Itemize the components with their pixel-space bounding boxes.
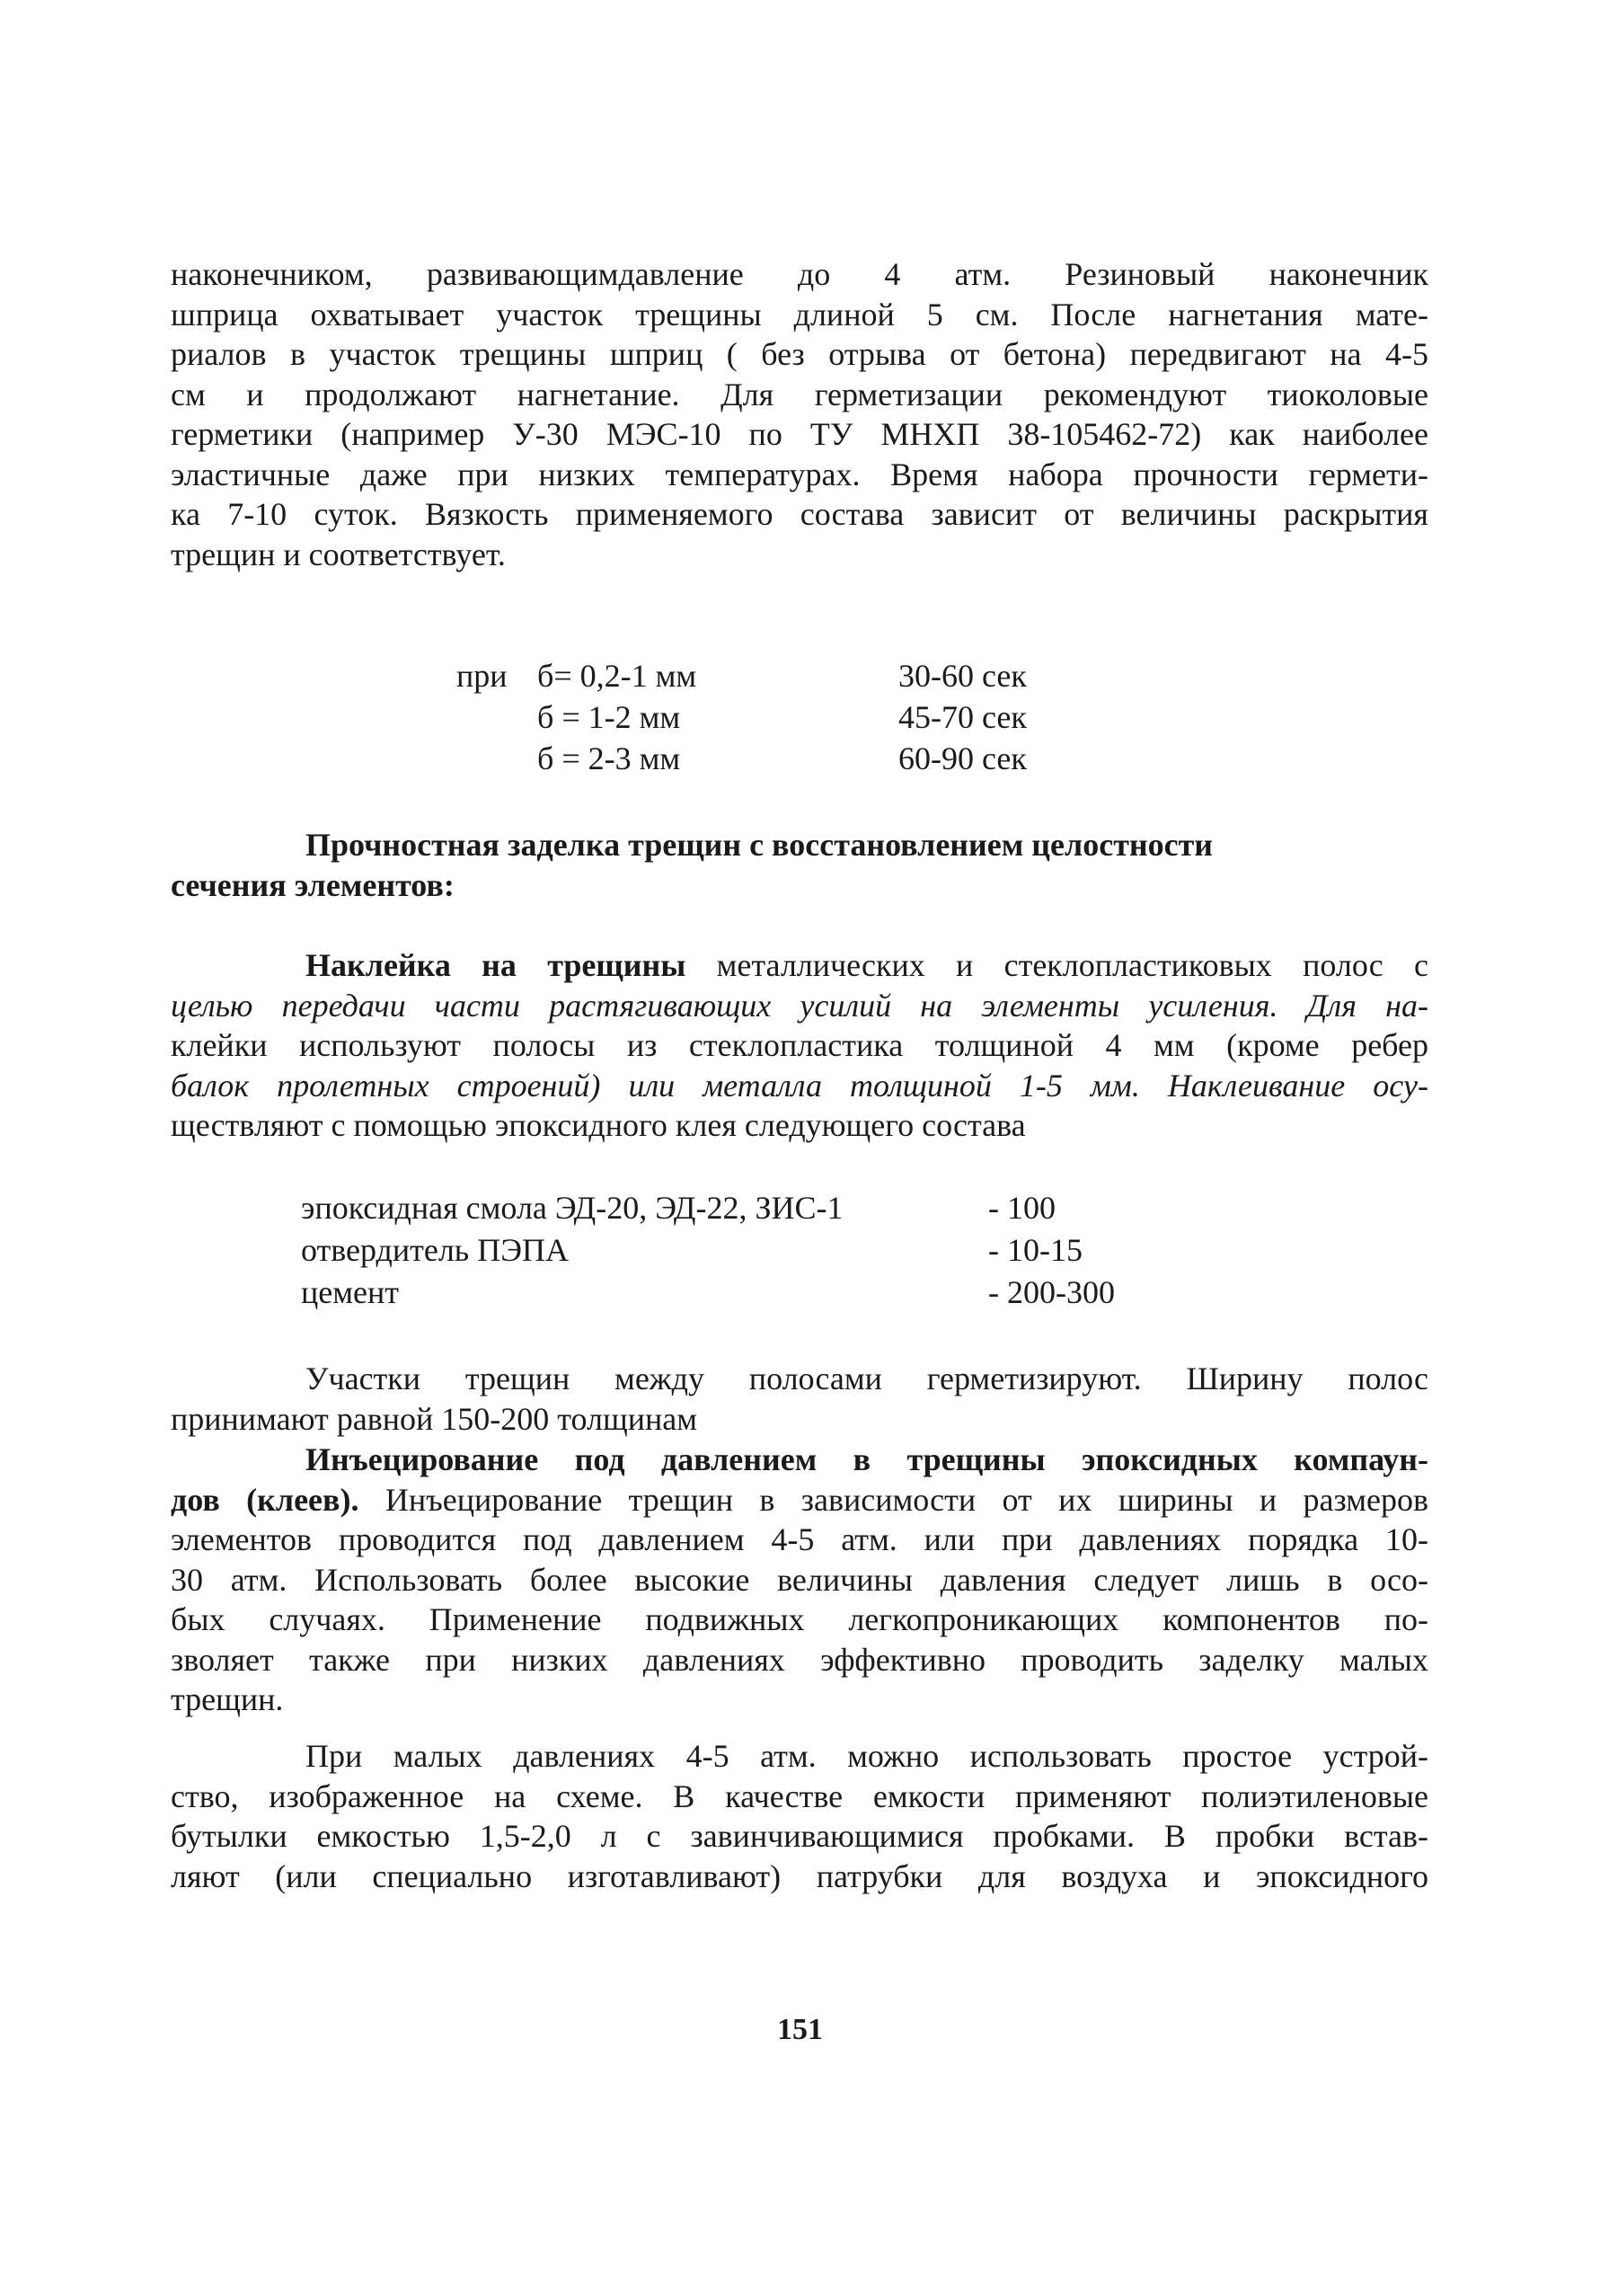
text-span: Инъецирование трещин в зависимости от их ширины и размеров: [385, 1481, 1428, 1518]
text-line: балок пролетных строений) или металла толщиной 1-5 мм. Наклеивание осу-: [171, 1067, 1428, 1104]
paragraph-crack-sealing: [171, 1359, 1428, 1439]
viscosity-prefix: при: [456, 658, 508, 694]
text-line: элементов проводится под давлением 4-5 атм. или при давлениях порядка 10-: [171, 1521, 1428, 1557]
text-line: бутылки емкостью 1,5-2,0 л с завинчивающимися пробками. В пробки встав-: [171, 1818, 1428, 1854]
text-line: [171, 945, 1428, 986]
text-line: зволяет также при низких давлениях эффективно проводить заделку малых: [171, 1641, 1428, 1678]
text-line: герметики (например У-30 МЭС-10 по ТУ МНХП 38-105462-72) как наиболее: [171, 416, 1428, 452]
text-line: принимают равной 150-200 толщинам: [171, 1400, 697, 1437]
heading-line: сечения элементов:: [171, 866, 455, 903]
bold-lead: дов (клеев).: [171, 1481, 359, 1518]
viscosity-time: 45-70 сек: [898, 699, 1027, 735]
viscosity-time: 60-90 сек: [898, 740, 1027, 776]
text-line: ществляют с помощью эпоксидного клея следующего состава: [171, 1107, 1026, 1143]
text-line: эластичные даже при низких температурах. Время набора прочности гермети-: [171, 456, 1428, 492]
text-line: [171, 1359, 1428, 1399]
text-line: 30 атм. Использовать более высокие величины давления следует лишь в осо-: [171, 1561, 1428, 1598]
bold-lead: Инъецирование под давлением в трещины эпоксидных компаун-: [305, 1441, 1428, 1477]
text-line: см и продолжают нагнетание. Для герметизации рекомендуют тиоколовые: [171, 376, 1428, 412]
text-line: [171, 1440, 1428, 1480]
component-amount: - 200-300: [988, 1274, 1115, 1310]
component-name: отвердитель ПЭПА: [301, 1232, 569, 1268]
component-amount: - 100: [988, 1190, 1056, 1226]
crack-width: б = 2-3 мм: [537, 740, 681, 776]
section-heading: [171, 825, 1428, 905]
text-span: При малых давлениях 4-5 атм. можно использовать простое устрой-: [305, 1738, 1428, 1774]
component-amount: - 10-15: [988, 1232, 1083, 1268]
text-line: ляют (или специально изготавливают) патрубки для воздуха и эпоксидного: [171, 1857, 1428, 1894]
text-line: целью передачи части растягивающих усилий на элементы усиления. Для на-: [171, 987, 1428, 1024]
text-line: шприца охватывает участок трещины длиной 5 см. После нагнетания мате-: [171, 296, 1428, 332]
text-line: бых случаях. Применение подвижных легкопроникающих компонентов по-: [171, 1601, 1428, 1637]
text-line: наконечником, развивающимдавление до 4 атм. Резиновый наконечник: [171, 256, 1428, 292]
crack-width: б= 0,2-1 мм: [537, 658, 697, 694]
text-line: [171, 1480, 1428, 1520]
component-name: цемент: [301, 1274, 400, 1310]
text-line: трещин.: [171, 1681, 284, 1717]
text-line: ка 7-10 суток. Вязкость применяемого состава зависит от величины раскрытия: [171, 496, 1428, 532]
text-line: трещин и соответствует.: [171, 536, 506, 572]
text-span: металлических и стеклопластиковых полос с: [716, 947, 1428, 983]
paragraph-syringe-injection: [171, 254, 1428, 574]
crack-width: б = 1-2 мм: [537, 699, 681, 735]
text-line: клейки используют полосы из стеклопластика толщиной 4 мм (кроме ребер: [171, 1027, 1428, 1063]
page-number: 151: [777, 2013, 823, 2046]
bold-lead: Наклейка на трещины: [305, 947, 686, 983]
text-span: Участки трещин между полосами герметизируют. Ширину полос: [305, 1361, 1428, 1396]
paragraph-low-pressure-device: [171, 1736, 1428, 1896]
component-name: эпоксидная смола ЭД-20, ЭД-22, ЗИС-1: [301, 1190, 844, 1226]
paragraph-strip-gluing: [171, 945, 1428, 1146]
viscosity-time: 30-60 сек: [898, 658, 1027, 694]
heading-line: Прочностная заделка трещин с восстановлением целостности: [305, 827, 1214, 863]
text-line: риалов в участок трещины шприц ( без отрыва от бетона) передвигают на 4-5: [171, 336, 1428, 372]
text-line: [171, 1736, 1428, 1777]
text-line: ство, изображенное на схеме. В качестве емкости применяют полиэтиленовые: [171, 1777, 1428, 1814]
paragraph-injection: [171, 1440, 1428, 1720]
